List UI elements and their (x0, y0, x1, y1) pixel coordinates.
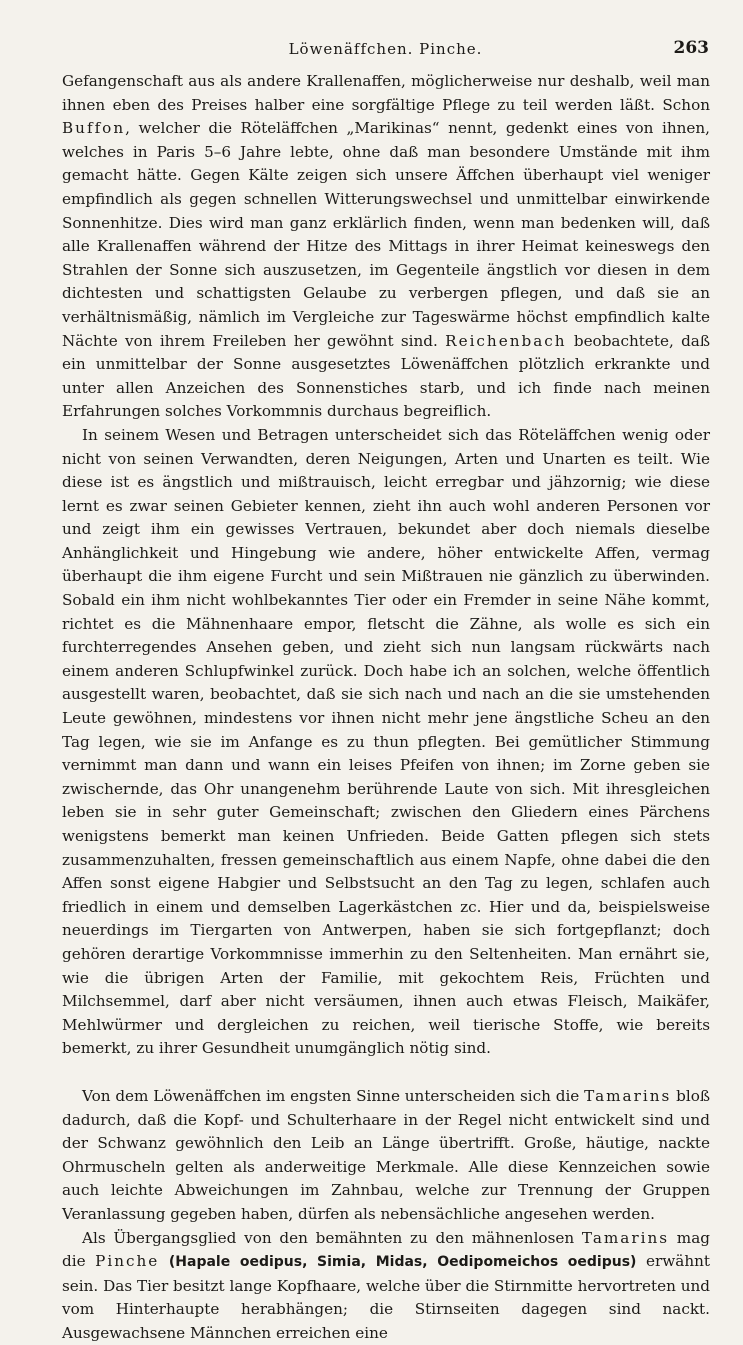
text-run: mag die (62, 1229, 710, 1271)
body-text (62, 70, 710, 1345)
text-run: Gefangenschaft aus als andere Krallenaffen, möglicherweise nur deshalb, weil man ihnen eben des Preises halber eine sorgfältige Pflege zu teil werden läßt. Schon (62, 72, 710, 114)
paragraph (62, 1227, 710, 1345)
text-spaced: Tamarins (582, 1229, 669, 1247)
text-spaced: Buffon (62, 119, 125, 137)
text-latin: (Hapale oedipus, Simia, Midas, Oedipomeichos oedipus) (169, 1254, 637, 1270)
paragraph (62, 70, 710, 424)
text-run: bloß dadurch, daß die Kopf- und Schulterhaare in der Regel nicht entwickelt sind und der Schwanz gewöhnlich den Leib an Länge übertrifft. Große, häutige, nackte Ohrmuscheln gelten als anderweitige Merkmale. Alle diese Kennzeichen sowie auch leichte Abweichungen im Zahnbau, welche zur Trennung der Gruppen Veranlassung gegeben haben, dürfen als nebensächliche angesehen werden. (62, 1087, 710, 1223)
text-spaced: Tamarins (584, 1087, 671, 1105)
text-spaced: Reichenbach (445, 332, 566, 350)
text-run: , welcher die Röteläffchen „Marikinas“ nennt, gedenkt eines von ihnen, welches in Paris 5–6 Jahre lebte, ohne daß man besondere Umstände mit ihm gemacht hätte. Gegen Kälte zeigen sich unsere Äffchen überhaupt viel weniger empfindlich als gegen schnellen Witterungswechsel und unmittelbar einwirkende Sonnenhitze. Dies wird man ganz erklärlich finden, wenn man bedenken will, daß alle Krallenaffen während der Hitze des Mittags in ihrer Heimat keineswegs den Strahlen der Sonne sich auszusetzen, im Gegenteile ängstlich vor diesen in dem dichtesten und schattigsten Gelaube zu verbergen pflegen, und daß sie an verhältnismäßig, nämlich im Vergleiche zur Tageswärme höchst empfindlich kalte Nächte von ihrem Freileben her gewöhnt sind. (62, 119, 710, 349)
running-title: Löwenäffchen. Pinche. (62, 40, 709, 58)
text-run: erwähnt sein. Das Tier besitzt lange Kopfhaare, welche über die Stirnmitte hervortreten und vom Hinterhaupte herabhängen; die Stirnseiten dagegen sind nackt. Ausgewachsene Männchen erreichen eine (62, 1252, 710, 1342)
text-run: beobachtete, daß ein unmittelbar der Sonne ausgesetztes Löwenäffchen plötzlich erkrankte und unter allen Anzeichen des Sonnenstiches starb, und ich finde nach meinen Erfahrungen solches Vorkommnis durchaus begreiflich. (62, 332, 710, 421)
text-run: Als Übergangsglied von den bemähnten zu den mähnenlosen (82, 1229, 582, 1247)
page-number: 263 (674, 38, 710, 58)
paragraph (62, 1085, 710, 1227)
text-run (159, 1252, 169, 1270)
text-spaced: Pinche (95, 1252, 159, 1270)
paragraph (62, 424, 710, 1061)
text-run: In seinem Wesen und Betragen unterscheidet sich das Röteläffchen wenig oder nicht von seinen Verwandten, deren Neigungen, Arten und Unarten es teilt. Wie diese ist es ängstlich und mißtrauisch, leicht erregbar und jähzornig; wie diese lernt es zwar seinen Gebieter kennen, zieht ihn auch wohl anderen Personen vor und zeigt ihm ein gewisses Vertrauen, bekundet aber doch niemals dieselbe Anhänglichkeit und Hingebung wie andere, höher entwickelte Affen, vermag überhaupt die ihm eigene Furcht und sein Mißtrauen nie gänzlich zu überwinden. Sobald ein ihm nicht wohlbekanntes Tier oder ein Fremder in seine Nähe kommt, richtet es die Mähnenhaare empor, fletscht die Zähne, als wolle es sich ein furchterregendes Ansehen geben, und zieht sich nun langsam rückwärts nach einem anderen Schlupfwinkel zurück. Doch habe ich an solchen, welche öffentlich ausgestellt waren, beobachtet, daß sie sich nach und nach an die sie umstehenden Leute gewöhnen, mindestens vor ihnen nicht mehr jene ängstliche Scheu an den Tag legen, wie sie im Anfange es zu thun pflegten. Bei gemütlicher Stimmung vernimmt man dann und wann ein leises Pfeifen von ihnen; im Zorne geben sie zwischernde, das Ohr unangenehm berührende Laute von sich. Mit ihresgleichen leben sie in sehr guter Gemeinschaft; zwischen den Gliedern eines Pärchens wenigstens bemerkt man keinen Unfrieden. Beide Gatten pflegen sich stets zusammenzuhalten, fressen gemeinschaftlich aus einem Napfe, ohne dabei die den Affen sonst eigene Habgier und Selbstsucht an den Tag zu legen, schlafen auch friedlich in einem und demselben Lagerkästchen zc. Hier und da, beispielsweise neuerdings im Tiergarten von Antwerpen, haben sie sich fortgepflanzt; doch gehören derartige Vorkommnisse immerhin zu den Seltenheiten. Man ernährt sie, wie die übrigen Arten der Familie, mit gekochtem Reis, Früchten und Milchsemmel, darf aber nicht versäumen, ihnen auch etwas Fleisch, Maikäfer, Mehlwürmer und dergleichen zu reichen, weil tierische Stoffe, wie bereits bemerkt, zu ihrer Gesundheit unumgänglich nötig sind. (62, 426, 710, 1057)
text-run: Von dem Löwenäffchen im engsten Sinne unterscheiden sich die (82, 1087, 584, 1105)
running-header (62, 40, 709, 64)
